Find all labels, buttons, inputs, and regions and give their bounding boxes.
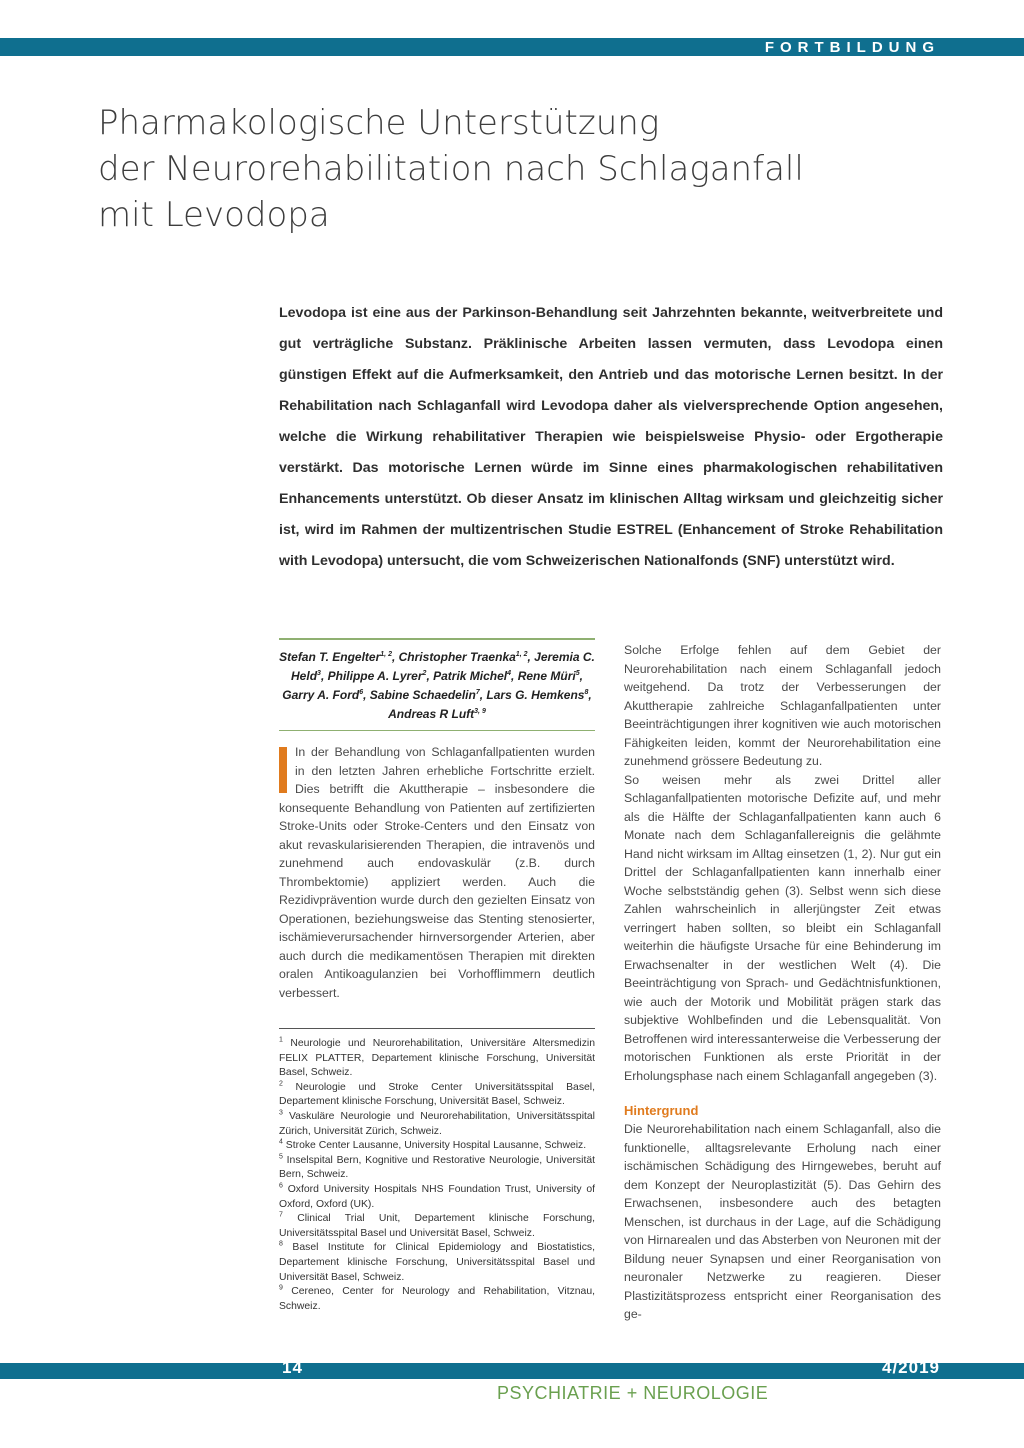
footnotes [279,1037,595,1314]
footnote [279,1139,595,1154]
author-name: Garry A. Ford [282,688,360,702]
author-list: Stefan T. Engelter$^{1, 2}$, Christopher Traenka$^{1, 2}$, Jeremia C. Held$^3$, Philippe A. Lyrer$^2$, Patrik Michel$^4$, Rene Müri$^5$, Garry A. Ford$^6$, Sabine Schaedelin$^7$, Lars G. Hemkens$^8$, Andreas R Luft$^{3, 9}$ [279,650,595,721]
footer-bar [0,1363,1024,1379]
section-label: FORTBILDUNG [764,39,940,56]
footnote-number: 9 [279,1284,283,1292]
author-affiliation: 5 [575,670,580,677]
footnote [279,1241,595,1285]
author-name: Christopher Traenka [398,650,516,664]
paragraph: So weisen mehr als zwei Drittel aller Schlaganfallpatienten motorische Defizite auf, und mehr als die Hälfte der Schlaganfallpatienten kann auch 6 Monate nach dem Schlaganfallereignis die gelähmte Hand nicht wirksam im Alltag einsetzen (1, 2). Nur gut ein Drittel der Schlaganfallpatienten kann innerhalb einer Woche selbstständig gehen (3). Selbst wenn sich diese Zahlen wahrscheinlich in allerjüngster Zeit etwas verringert haben sollten, so bleibt ein Schlaganfall weiterhin die häufigste Ursache für eine Behinderung im Erwachsenalter in der westlichen Welt (4). Die Beeinträchtigung von Sprach- und Gedächtnisfunktionen, wie auch der Motorik und Mobilität prägen stark das subjektive Wohlbefinden und die Lebensqualität. Von Betroffenen wird interessanterweise die Verbesserung der motorischen Funktionen als erste Priorität in der Erholungsphase nach einem Schlaganfall angegeben (3). [624,772,941,1083]
author-affiliation: 1, 2 [380,651,392,658]
footnote-number: 3 [279,1109,283,1117]
right-column [624,641,941,1324]
paragraph: Solche Erfolge fehlen auf dem Gebiet der Neurorehabilitation nach einem Schlaganfall jedoch weitgehend. Da trotz der Verbesserungen der Akuttherapie zahlreiche Schlaganfallpatienten unter Beeinträchtigungen ihrer kognitiven wie auch motorischen Fähigkeiten leiden, kommt der Neurorehabilitation eine zunehmend grössere Bedeutung zu. [624,643,941,768]
author-name: Rene Müri [517,669,576,683]
footnote-text: Vaskuläre Neurologie und Neurorehabilitation, Universitätsspital Zürich, Universität Zürich, Schweiz. [279,1110,595,1137]
article-title [98,100,898,238]
paragraph: Die Neurorehabilitation nach einem Schlaganfall, also die funktionelle, alltagsrelevante Erholung nach einer ischämischen Schädigung des Hirngewebes, beruht auf dem Konzept der Neuroplastizität (5). Das Gehirn des Erwachsenen, insbesondere auch des betagten Menschen, ist durchaus in der Lage, auf die Schädigung von Hirnarealen und das Absterben von Neuronen mit der Bildung neuer Synapsen und einer Reorganisation von neuronaler Netzwerke zu reagieren. Dieser Plastizitätsprozess entspricht einer Reorganisation des ge- [624,1122,941,1321]
footnote [279,1081,595,1110]
footnote [279,1285,595,1314]
abstract: Levodopa ist eine aus der Parkinson-Behandlung seit Jahrzehnten bekannte, weitverbreitete und gut verträgliche Substanz. Präklinische Arbeiten lassen vermuten, dass Levodopa einen günstigen Effekt auf die Aufmerksamkeit, den Antrieb und das motorische Lernen besitzt. In der Rehabilitation nach Schlaganfall wird Levodopa daher als vielversprechende Option angesehen, welche die Wirkung rehabilitativer Therapien wie beispielsweise Physio- oder Ergotherapie verstärkt. Das motorische Lernen würde im Sinne eines pharmakologischen rehabilitativen Enhancements unterstützt. Ob dieser Ansatz im klinischen Alltag wirksam und gleichzeitig sicher ist, wird im Rahmen der multizentrischen Studie ESTREL (Enhancement of Stroke Rehabilitation with Levodopa) untersucht, die vom Schweizerischen Nationalfonds (SNF) unterstützt wird. [279,305,943,569]
footnote-text: Neurologie und Stroke Center Universitätsspital Basel, Departement klinische Forschung, Universität Basel, Schweiz. [279,1081,595,1108]
author-affiliation: 1, 2 [515,651,528,658]
author-name: Andreas R Luft [388,707,475,721]
footnote-text: Oxford University Hospitals NHS Foundation Trust, University of Oxford, Oxford (UK). [279,1183,595,1210]
author-name: Stefan T. Engelter [279,650,381,664]
title-line: mit Levodopa [98,195,330,235]
footnote-text: Stroke Center Lausanne, University Hospital Lausanne, Schweiz. [282,1140,587,1152]
footnote-number: 5 [279,1153,283,1161]
footnote-text: Basel Institute for Clinical Epidemiology and Biostatistics, Departement klinische Forschung, Universitätsspital Basel und Universität Basel, Schweiz. [279,1242,595,1283]
footnote [279,1154,595,1183]
page-number: 14 [282,1358,303,1377]
dropcap-marker [279,747,287,793]
footnote [279,1110,595,1139]
footnote-number: 4 [279,1138,283,1146]
footnote-number: 7 [279,1211,283,1219]
author-name: Sabine Schaedelin [369,688,476,702]
footnote-text: Clinical Trial Unit, Departement klinische Forschung, Universitätsspital Basel und Universität Basel, Schweiz. [279,1213,595,1239]
author-affiliation: 7 [475,689,480,696]
dropcap-letter: I [295,745,299,759]
author-affiliation: 8 [584,689,589,696]
footnote [279,1212,595,1241]
footnote-text: Inselspital Bern, Kognitive und Restorative Neurologie, Universität Bern, Schweiz. [279,1154,595,1181]
intro-section [279,743,595,1002]
divider [279,638,595,640]
author-affiliation: 3 [317,670,321,677]
footnote-text: Cereneo, Center for Neurology and Rehabilitation, Vitznau, Schweiz. [279,1286,595,1312]
intro-text: n der Behandlung von Schlaganfallpatienten wurden in den letzten Jahren erhebliche Fortschritte erzielt. Dies betrifft die Akuttherapie – insbesondere die konsequente Behandlung von Patienten auf zertifizierten Stroke-Units oder Stroke-Centers und den Einsatz von akut revaskularisierenden Therapien, die intravenös und zunehmend auch endovaskulär (z.B. durch Thrombektomie) appliziert werden. Auch die Rezidivprävention wurde durch den gezielten Einsatz von Operationen, beziehungsweise das Stenting stenosierter, ischämieverursachender hirnversorgender Arterien, aber auch durch die medikamentösen Therapien mit direkten oralen Antikoagulanzien bei Vorhofflimmern deutlich verbessert. [279,745,595,1000]
journal-name: PSYCHIATRIE + NEUROLOGIE [497,1383,769,1403]
author-affiliation: 3, 9 [474,708,486,715]
title-line: der Neurorehabilitation nach Schlaganfall [98,149,804,189]
issue-number: 4/2019 [882,1358,940,1377]
author-affiliation: 4 [507,670,512,677]
footnote-number: 1 [279,1036,283,1044]
title-line: Pharmakologische Unterstützung [98,103,660,143]
author-name: Jeremia C. Held [291,650,595,683]
author-affiliation: 2 [422,670,427,677]
divider [279,730,595,731]
footnote-text: Neurologie und Neurorehabilitation, Universitäre Altersmedizin FELIX PLATTER, Departement klinische Forschung, Universität Basel, Schweiz. [279,1038,595,1079]
footnote-number: 6 [279,1182,283,1190]
footnote [279,1037,595,1081]
footnote [279,1183,595,1212]
footnote-divider [279,1028,595,1029]
author-name: Patrik Michel [433,669,508,683]
author-affiliation: 6 [359,689,364,696]
footnote-number: 2 [279,1080,283,1088]
author-name: Lars G. Hemkens [486,688,585,702]
footnote-number: 8 [279,1240,283,1248]
author-name: Philippe A. Lyrer [327,669,423,683]
section-heading: Hintergrund [624,1103,699,1118]
intro-paragraph [279,743,595,1002]
left-column [279,638,595,1314]
